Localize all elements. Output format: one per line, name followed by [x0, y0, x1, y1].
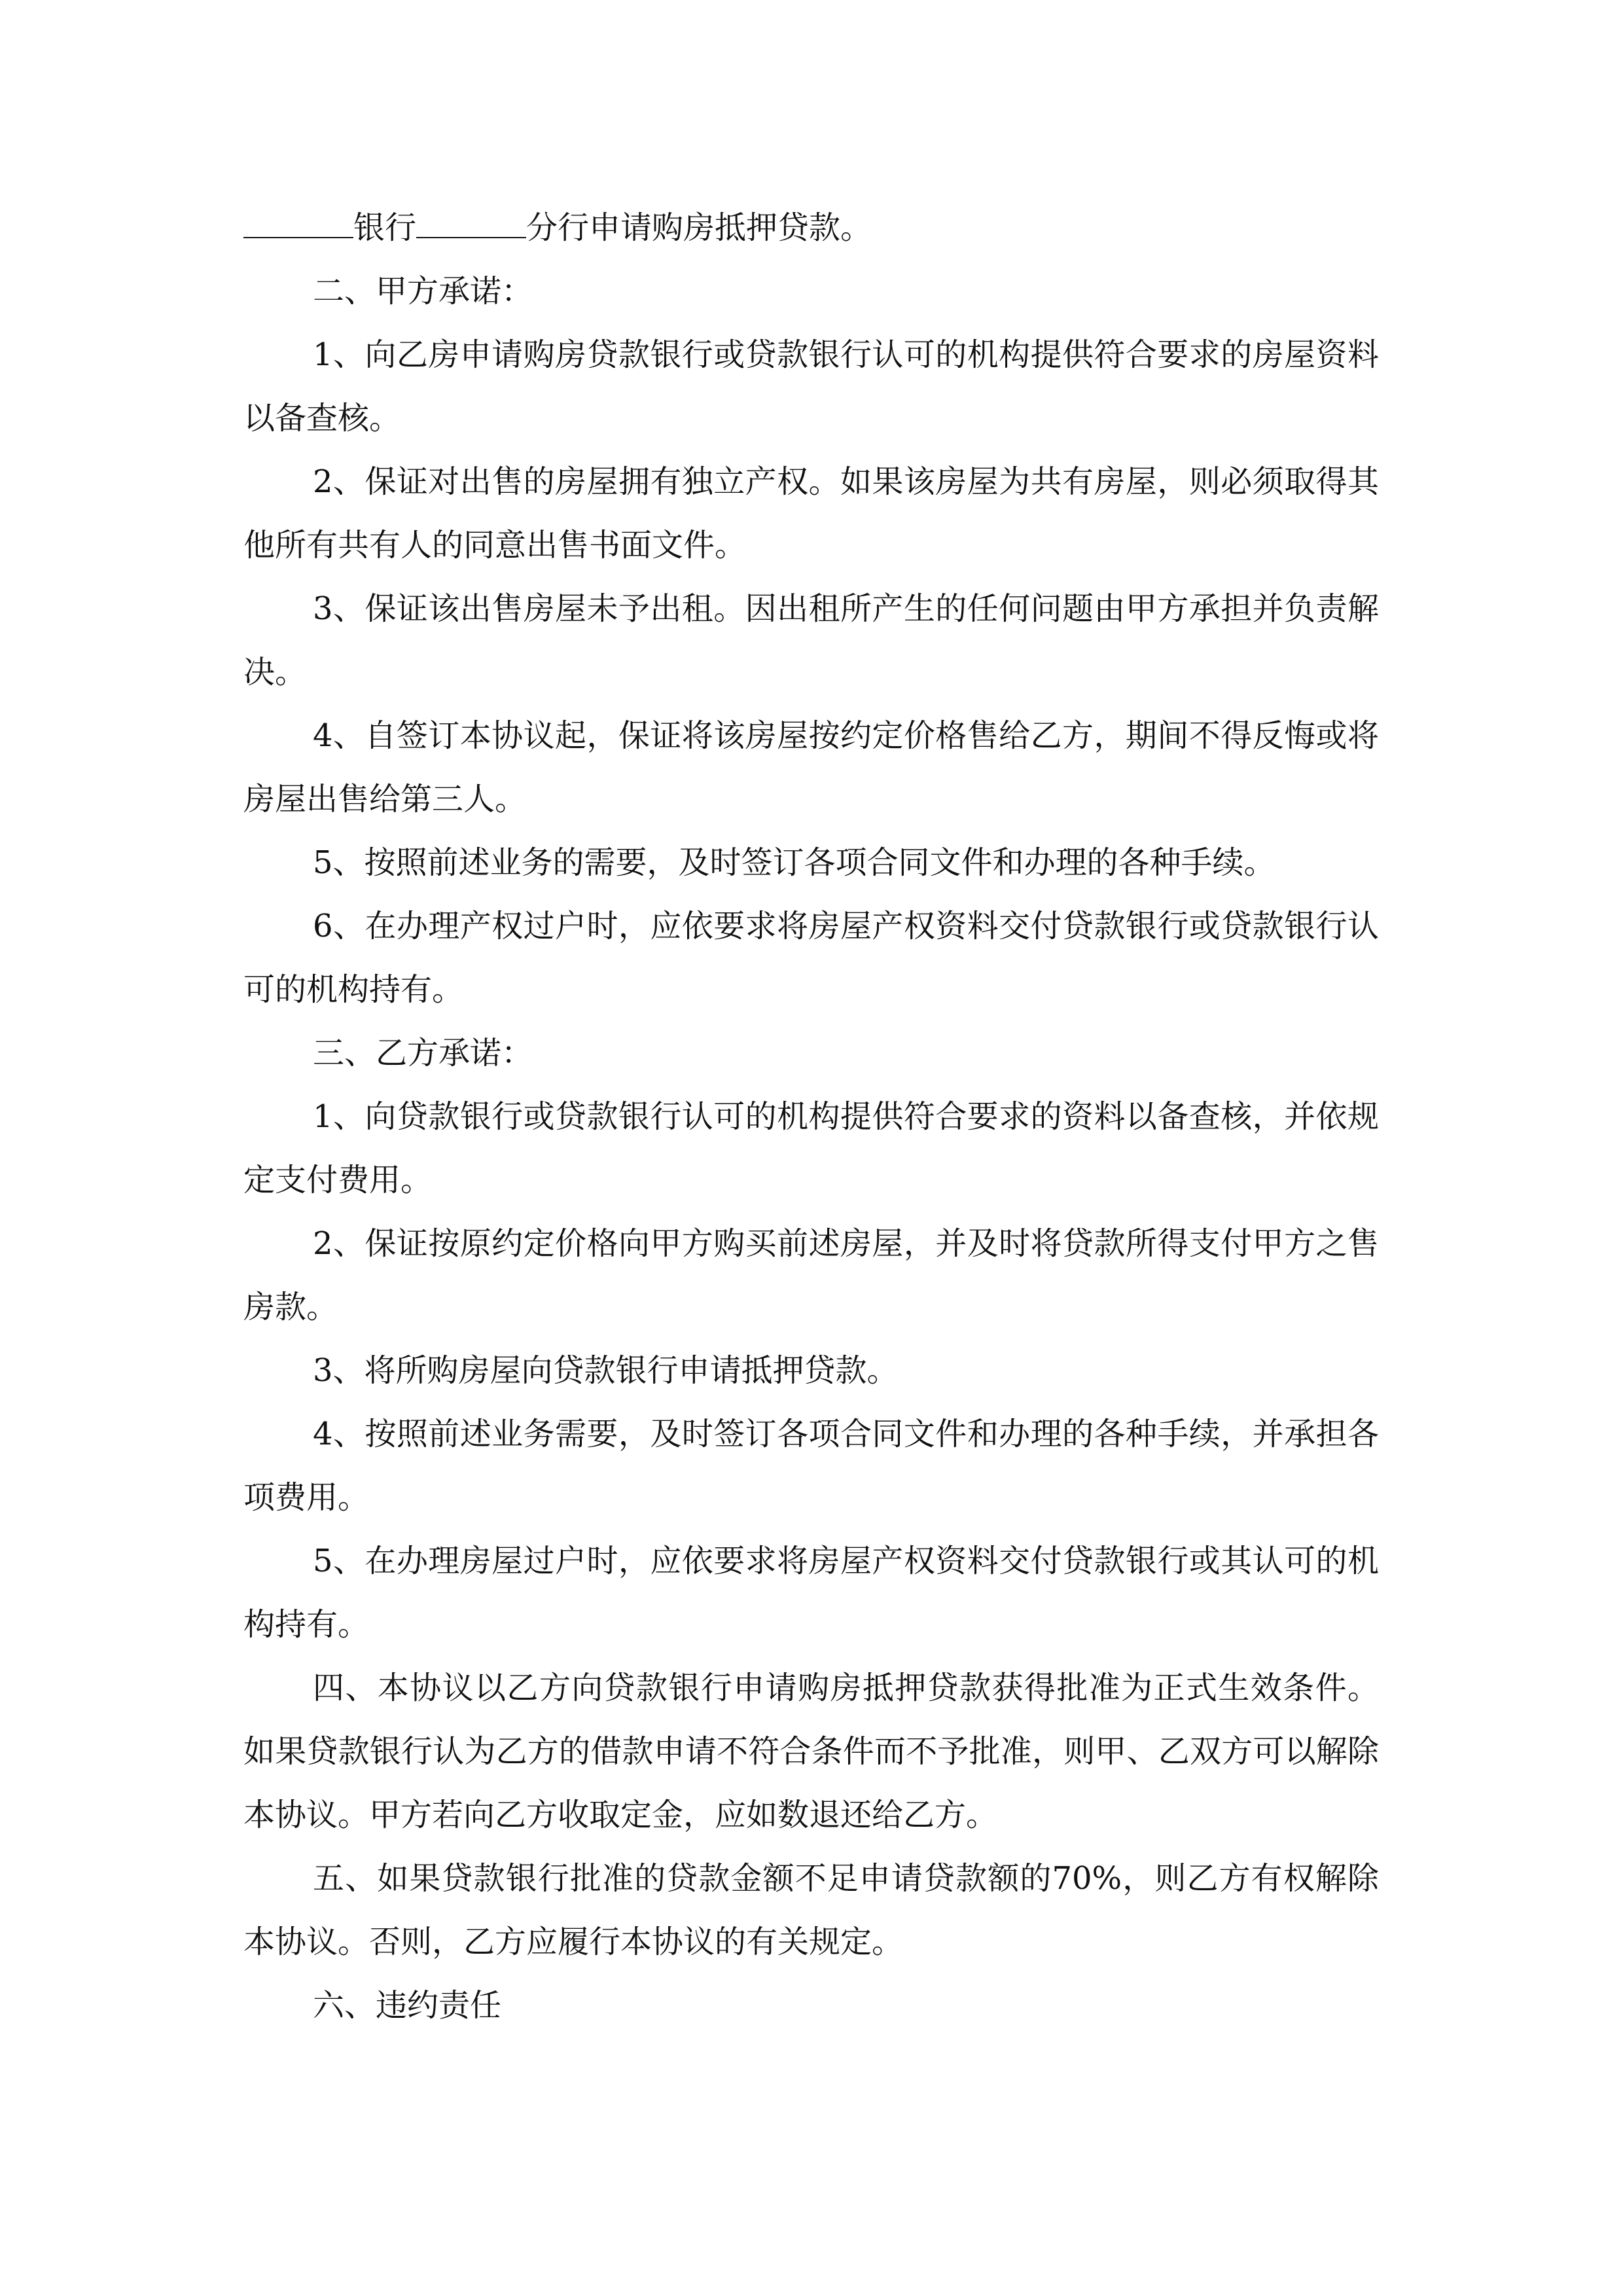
blank-branch-name	[416, 208, 526, 238]
party-a-clause-1: 1、向乙房申请购房贷款银行或贷款银行认可的机构提供符合要求的房屋资料以备查核。	[243, 336, 1379, 437]
party-b-clause-3: 3、将所购房屋向贷款银行申请抵押贷款。	[313, 1352, 899, 1389]
party-a-clause-5: 5、按照前述业务的需要，及时签订各项合同文件和办理的各种手续。	[313, 844, 1275, 881]
first-line-bank-text: 银行	[353, 209, 417, 246]
party-b-clause-4: 4、按照前述业务需要，及时签订各项合同文件和办理的各种手续，并承担各项费用。	[243, 1416, 1379, 1516]
party-a-clause-2: 2、保证对出售的房屋拥有独立产权。如果该房屋为共有房屋，则必须取得其他所有共有人的同意出售书面文件。	[243, 463, 1379, 564]
party-b-clause-5: 5、在办理房屋过户时，应依要求将房屋产权资料交付贷款银行或其认可的机构持有。	[243, 1543, 1379, 1643]
first-line	[243, 196, 1379, 260]
party-a-clause-6: 6、在办理产权过户时，应依要求将房屋产权资料交付贷款银行或贷款银行认可的机构持有。	[243, 908, 1379, 1008]
first-line-branch-text: 分行申请购房抵押贷款。	[526, 209, 872, 246]
section-five-loan-amount: 五、如果贷款银行批准的贷款金额不足申请贷款额的70%，则乙方有权解除本协议。否则，乙方应履行本协议的有关规定。	[243, 1860, 1379, 1960]
section-heading-party-b: 三、乙方承诺：	[313, 1035, 533, 1071]
section-four-effectiveness: 四、本协议以乙方向贷款银行申请购房抵押贷款获得批准为正式生效条件。如果贷款银行认为乙方的借款申请不符合条件而不予批准，则甲、乙双方可以解除本协议。甲方若向乙方收取定金，应如数退还给乙方。	[243, 1670, 1379, 1833]
party-b-clause-1: 1、向贷款银行或贷款银行认可的机构提供符合要求的资料以备查核，并依规定支付费用。	[243, 1098, 1379, 1198]
party-a-clause-3: 3、保证该出售房屋未予出租。因出租所产生的任何问题由甲方承担并负责解决。	[243, 590, 1379, 691]
party-b-clause-2: 2、保证按原约定价格向甲方购买前述房屋，并及时将贷款所得支付甲方之售房款。	[243, 1225, 1379, 1325]
party-a-clause-4: 4、自签订本协议起，保证将该房屋按约定价格售给乙方，期间不得反悔或将房屋出售给第三人。	[243, 717, 1379, 817]
document-body	[243, 196, 1379, 2037]
section-six-heading: 六、违约责任	[313, 1987, 502, 2024]
blank-bank-name	[243, 208, 353, 238]
section-heading-party-a: 二、甲方承诺：	[313, 273, 533, 310]
